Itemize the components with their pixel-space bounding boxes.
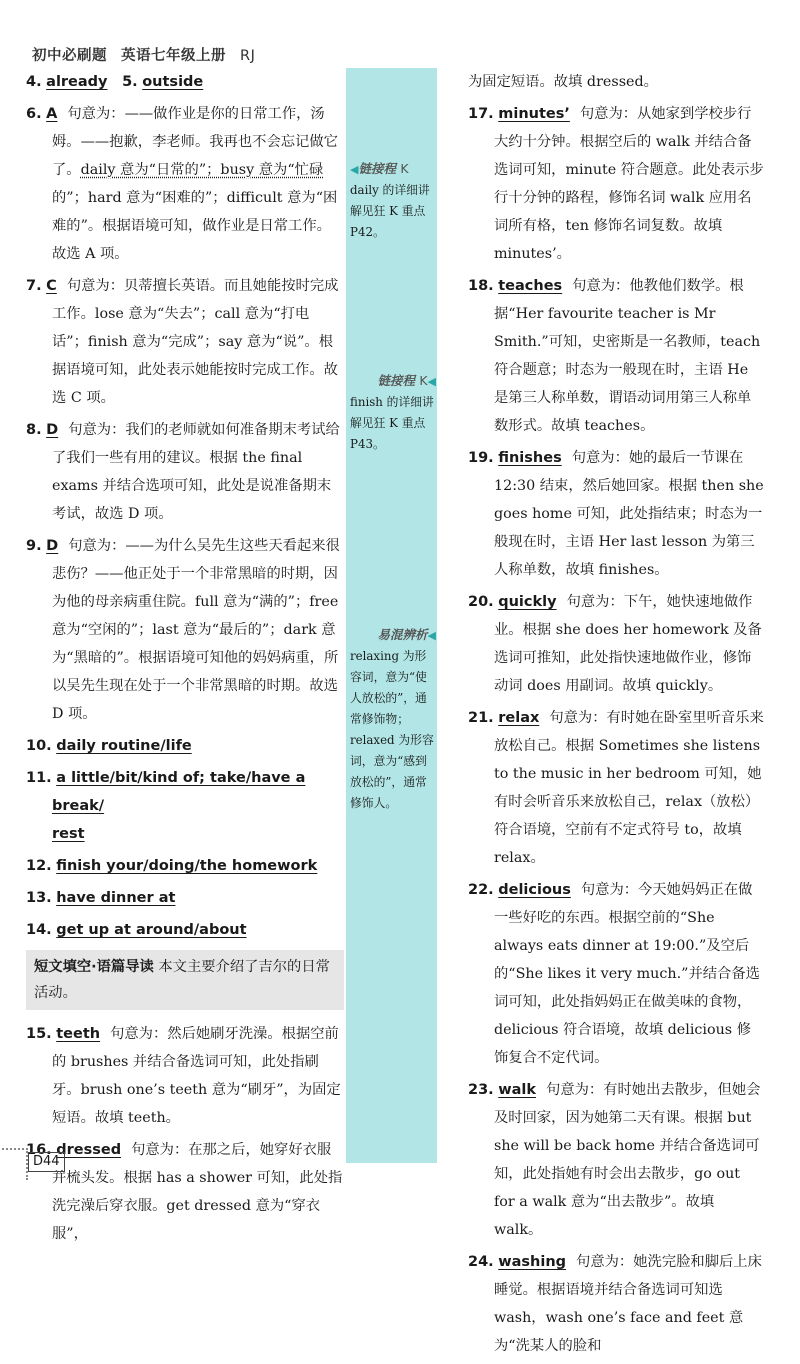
answer: C (46, 278, 57, 294)
explanation: 句意为：然后她刷牙洗澡。根据空前的 brushes 并结合备选词可知，此处指刷牙。brush one’s teeth 意为“刷牙”，为固定短语。故填 teeth。 (52, 1026, 341, 1126)
answer: quickly (498, 594, 557, 610)
question-16-continued: 为固定短语。故填 dressed。 (468, 74, 658, 90)
answer: already (46, 74, 108, 90)
question-22: 22. delicious 句意为：今天她妈妈正在做一些好吃的东西。根据空前的“She always eats dinner at 19:00.”及空后的“She likes it very much.”并结合备选词可知，此处指妈妈正在做美味的食物，delicious 符合语境，故填 delicious 修饰复合不定代词。 (468, 882, 760, 1066)
question-19: 19. finishes 句意为：她的最后一节课在 12:30 结束，然后她回家。根据 then she goes home 可知，此处指结束；时态为一般现在时，主语 Her last lesson 为第三人称单数，故填 finishes。 (468, 450, 764, 578)
answer: teaches (498, 278, 563, 294)
side-note-2: 链接程 K◀ finish 的详细讲解见狂 K 重点 P43。 (350, 370, 436, 455)
side-note-3 (350, 624, 436, 814)
question-21: 21. relax 句意为：有时她在卧室里听音乐来放松自己。根据 Sometimes she listens to the music in her bedroom 可知，她有时会听音乐来放松自己，relax（放松）符合语境，空前有不定式符号 to，故填 relax。 (468, 710, 764, 866)
answer-row-4-5: 4. already 5. outside (26, 74, 204, 90)
question-23: 23. walk 句意为：有时她出去散步，但她会及时回家，因为她第二天有课。根据 but she will be back home 并结合备选词可知，此处指她有时会出去散步，go out for a walk 意为“出去散步”。故填 walk。 (468, 1082, 761, 1238)
answer: washing (498, 1254, 567, 1270)
question-20: 20. quickly 句意为：下午，她快速地做作业。根据 she does her homework 及备选词可推知，此处指快速地做作业，修饰动词 does 用副词。故填 quickly。 (468, 594, 762, 694)
question-13: 13. have dinner at (26, 890, 176, 906)
explanation: 句意为：贝蒂擅长英语。而且她能按时完成工作。lose 意为“失去”；call 意为“打电话”；finish 意为“完成”；say 意为“说”。根据语境可知，此处表示她能按时完成工作。故选 C 项。 (52, 278, 339, 406)
right-column (468, 68, 764, 1364)
side-note-1: ◀链接程 K daily 的详细讲解见狂 K 重点 P42。 (350, 158, 436, 243)
answer: walk (498, 1082, 537, 1098)
book-name: 英语七年级上册 (121, 48, 226, 64)
guide-text: 本文主要介绍了吉尔的日常活动。 (34, 959, 330, 1001)
explanation: 句意为：有时她在卧室里听音乐来放松自己。根据 Sometimes she listens to the music in her bedroom 可知，她有时会听音乐来放松自己，relax（放松）符合语境，空前有不定式符号 to，故填 relax。 (494, 710, 764, 866)
answer: minutes’ (498, 106, 570, 122)
answer: D (46, 422, 59, 438)
answer: a little/bit/kind of; take/have a break/ (52, 770, 306, 814)
explanation: 句意为：有时她出去散步，但她会及时回家，因为她第二天有课。根据 but she will be back home 并结合备选词可知，此处指她有时会出去散步，go out for a walk 意为“出去散步”。故填 walk。 (494, 1082, 761, 1238)
guide-title: 短文填空·语篇导读 (34, 959, 154, 975)
explanation: 句意为：——做作业是你的日常工作，汤姆。——抱歉，李老师。我再也不会忘记做它了。 (52, 106, 338, 178)
note-title: 链接程 (377, 373, 415, 388)
question-14: 14. get up at around/about (26, 922, 247, 938)
note-text: daily 的详细讲解见狂 K 重点 P42。 (350, 183, 430, 239)
question-18: 18. teaches 句意为：他教他们数学。根据“Her favourite teacher is Mr Smith.”可知，史密斯是一名教师，teach 符合题意；时态为一般现在时，主语 He 是第三人称单数，谓语动词用第三人称单数形式。故填 teaches。 (468, 278, 761, 434)
question-11: 11. a little/bit/kind of; take/have a break/ rest (26, 770, 306, 842)
answer: finish your/doing/the homework (56, 858, 318, 874)
edition: RJ (240, 48, 256, 64)
question-6: 6. A 句意为：——做作业是你的日常工作，汤姆。——抱歉，李老师。我再也不会忘记做它了。daily 意为“日常的”；busy 意为“忙碌的”；hard 意为“困难的”；difficult 意为“困难的”。根据语境可知，做作业是日常工作。故选 A 项。 (26, 106, 338, 262)
reading-guide-box (26, 950, 344, 1010)
answer: daily routine/life (56, 738, 192, 754)
question-15: 15. teeth 句意为：然后她刷牙洗澡。根据空前的 brushes 并结合备选词可知，此处指刷牙。brush one’s teeth 意为“刷牙”，为固定短语。故填 teeth。 (26, 1026, 341, 1126)
arrow-icon: ◀ (427, 629, 436, 642)
answer: teeth (56, 1026, 101, 1042)
page-number: D44 (28, 1152, 65, 1172)
question-9: 9. D 句意为：——为什么吴先生这些天看起来很悲伤？——他正处于一个非常黑暗的时期，因为他的母亲病重住院。full 意为“满的”；free 意为“空闲的”；last 意为“最后的”；dark 意为“黑暗的”。根据语境可知他的妈妈病重，所以吴先生现在处于一个非常黑暗的时期。故选 D 项。 (26, 538, 340, 722)
explanation: 句意为：今天她妈妈正在做一些好吃的东西。根据空前的“She always eats dinner at 19:00.”及空后的“She likes it very much.”并结合备选词可知，此处指妈妈正在做美味的食物，delicious 符合语境，故填 delicious 修饰复合不定代词。 (494, 882, 760, 1066)
explanation: 的”；hard 意为“困难的”；difficult 意为“困难的”。根据语境可知，做作业是日常工作。故选 A 项。 (52, 190, 338, 262)
left-column (26, 68, 344, 1252)
answer: outside (142, 74, 204, 90)
question-8: 8. D 句意为：我们的老师就如何准备期末考试给了我们一些有用的建议。根据 the final exams 并结合选项可知，此处是说准备期末考试，故选 D 项。 (26, 422, 340, 522)
arrow-icon: ◀ (350, 163, 359, 176)
explanation: 句意为：下午，她快速地做作业。根据 she does her homework 及备选词可推知，此处指快速地做作业，修饰动词 does 用副词。故填 quickly。 (494, 594, 762, 694)
answer-continued: rest (52, 826, 85, 842)
running-header (32, 44, 255, 65)
question-12: 12. finish your/doing/the homework (26, 858, 318, 874)
explanation: 句意为：他教他们数学。根据“Her favourite teacher is Mr Smith.”可知，史密斯是一名教师，teach 符合题意；时态为一般现在时，主语 He 是第三人称单数，谓语动词用第三人称单数形式。故填 teaches。 (494, 278, 761, 434)
answer: have dinner at (56, 890, 176, 906)
question-17: 17. minutes’ 句意为：从她家到学校步行大约十分钟。根据空后的 walk 并结合备选词可知，minute 符合题意。此处表示步行十分钟的路程，修饰名词 walk 应用名词所有格，ten 修饰名词复数。故填 minutes’。 (468, 106, 764, 262)
answer: delicious (498, 882, 571, 898)
question-24: 24. washing 句意为：她洗完脸和脚后上床睡觉。根据语境并结合备选词可知选 wash，wash one’s face and feet 意为“洗某人的脸和 (468, 1254, 762, 1354)
explanation: 句意为：在那之后，她穿好衣服并梳头发。根据 has a shower 可知，此处指洗完澡后穿衣服。get dressed 意为“穿衣服”， (52, 1142, 343, 1242)
corner-decoration (2, 1148, 28, 1180)
question-10: 10. daily routine/life (26, 738, 192, 754)
answer: finishes (498, 450, 562, 466)
note-title: 易混辨析 (377, 627, 428, 642)
arrow-icon: ◀ (427, 375, 436, 388)
answer: A (46, 106, 58, 122)
explanation: 句意为：她的最后一节课在 12:30 结束，然后她回家。根据 then she goes home 可知，此处指结束；时态为一般现在时，主语 Her last lesson 为第三人称单数，故填 finishes。 (494, 450, 764, 578)
question-16: 16. dressed 句意为：在那之后，她穿好衣服并梳头发。根据 has a shower 可知，此处指洗完澡后穿衣服。get dressed 意为“穿衣服”， (26, 1142, 343, 1242)
answer: get up at around/about (56, 922, 247, 938)
note-text: relaxing 为形容词，意为“使人放松的”，通常修饰物；relaxed 为形容词，意为“感到放松的”，通常修饰人。 (350, 649, 434, 810)
answer: relax (498, 710, 540, 726)
note-text: finish 的详细讲解见狂 K 重点 P43。 (350, 395, 434, 451)
explanation: 句意为：我们的老师就如何准备期末考试给了我们一些有用的建议。根据 the final exams 并结合选项可知，此处是说准备期末考试，故选 D 项。 (52, 422, 340, 522)
answer: dressed (56, 1142, 122, 1158)
question-7: 7. C 句意为：贝蒂擅长英语。而且她能按时完成工作。lose 意为“失去”；call 意为“打电话”；finish 意为“完成”；say 意为“说”。根据语境可知，此处表示她能按时完成工作。故选 C 项。 (26, 278, 339, 406)
answer: D (46, 538, 59, 554)
explanation: 句意为：从她家到学校步行大约十分钟。根据空后的 walk 并结合备选词可知，minute 符合题意。此处表示步行十分钟的路程，修饰名词 walk 应用名词所有格，ten 修饰名词复数。故填 minutes’。 (494, 106, 764, 262)
series-name: 初中必刷题 (32, 48, 107, 64)
linked-term: daily 意为“日常的”；busy 意为“忙碌 (80, 162, 324, 178)
explanation: 句意为：她洗完脸和脚后上床睡觉。根据语境并结合备选词可知选 wash，wash one’s face and feet 意为“洗某人的脸和 (494, 1254, 762, 1354)
note-title: 链接程 (358, 161, 396, 176)
explanation: 句意为：——为什么吴先生这些天看起来很悲伤？——他正处于一个非常黑暗的时期，因为他的母亲病重住院。full 意为“满的”；free 意为“空闲的”；last 意为“最后的”；dark 意为“黑暗的”。根据语境可知他的妈妈病重，所以吴先生现在处于一个非常黑暗的时期。故选 D 项。 (52, 538, 340, 722)
